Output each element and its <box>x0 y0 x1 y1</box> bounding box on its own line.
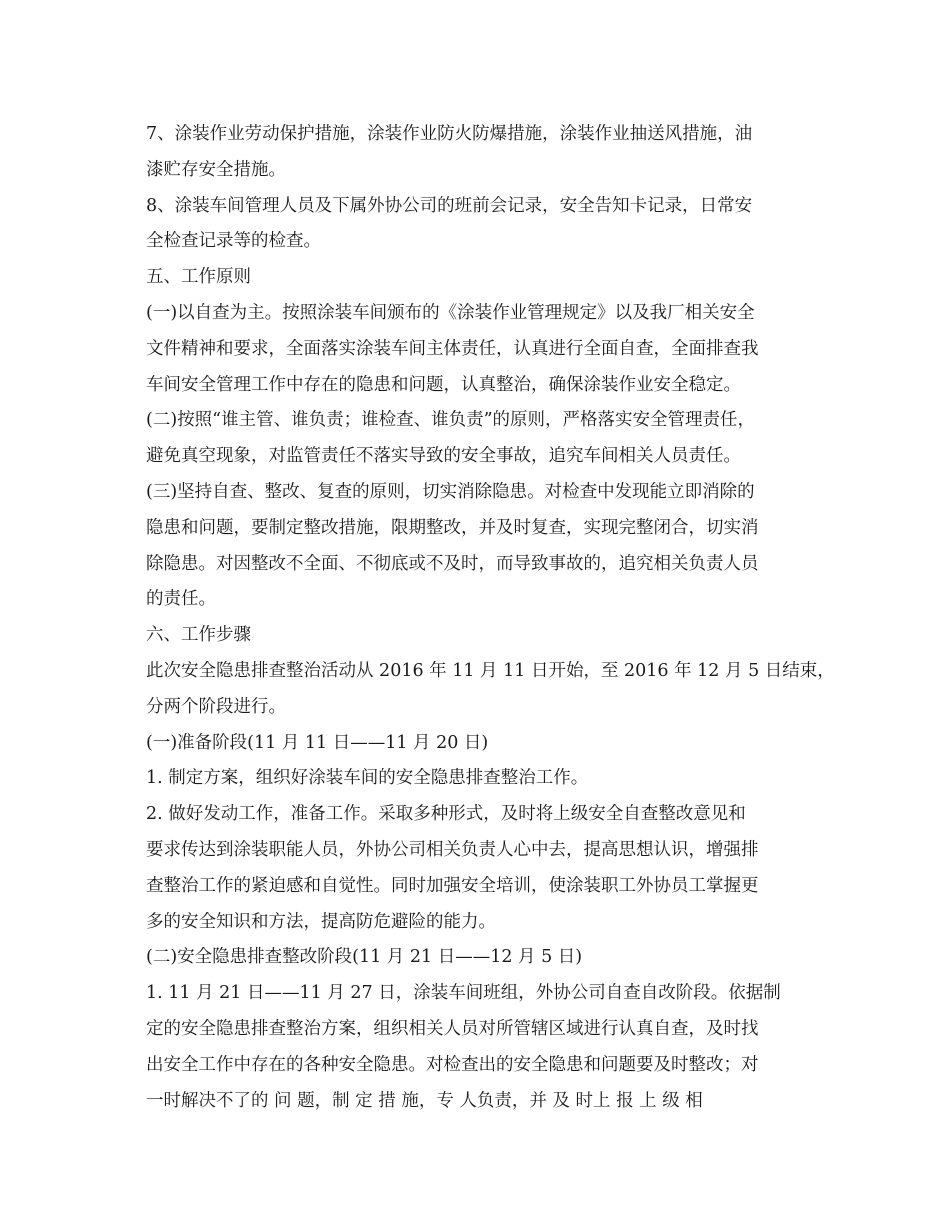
text-line: 全检查记录等的检查。 <box>146 231 321 252</box>
text-line: 2. 做好发动工作，准备工作。采取多种形式，及时将上级安全自查整改意见和 <box>146 804 746 825</box>
text-line: (三)坚持自查、整改、复查的原则，切实消除隐患。对检查中发现能立即消除的 <box>146 481 755 502</box>
text-line: 隐患和问题，要制定整改措施，限期整改，并及时复查，实现完整闭合，切实消 <box>146 517 759 538</box>
text-line: 查整治工作的紧迫感和自觉性。同时加强安全培训，使涂装职工外协员工掌握更 <box>146 875 759 896</box>
text-line: 分两个阶段进行。 <box>146 696 286 717</box>
text-line: 车间安全管理工作中存在的隐患和问题，认真整治，确保涂装作业安全稳定。 <box>146 374 741 395</box>
text-line: 此次安全隐患排查整治活动从 2016 年 11 月 11 日开始，至 2016 年 12 月 5 日结束， <box>146 660 835 681</box>
text-line: 避免真空现象，对监管责任不落实导致的安全事故，追究车间相关人员责任。 <box>146 446 741 467</box>
subsection-heading: (二)安全隐患排查整改阶段(11 月 21 日——12 月 5 日) <box>146 947 583 968</box>
text-line: 的责任。 <box>146 589 216 610</box>
text-line: (一)以自查为主。按照涂装车间颁布的《涂装作业管理规定》以及我厂相关安全 <box>146 302 755 323</box>
text-line: 7、涂装作业劳动保护措施，涂装作业防火防爆措施，涂装作业抽送风措施，油 <box>146 124 753 144</box>
subsection-heading: (一)准备阶段(11 月 11 日——11 月 20 日) <box>146 732 489 753</box>
text-line: (二)按照“谁主管、谁负责；谁检查、谁负责”的原则，严格落实安全管理责任， <box>146 410 756 431</box>
text-line: 文件精神和要求，全面落实涂装车间主体责任，认真进行全面自查，全面排查我 <box>146 338 759 359</box>
text-line: 漆贮存安全措施。 <box>146 159 286 180</box>
text-line: 多的安全知识和方法，提高防危避险的能力。 <box>146 911 496 932</box>
text-line: 出安全工作中存在的各种安全隐患。对检查出的安全隐患和问题要及时整改；对 <box>146 1054 759 1075</box>
text-line: 定的安全隐患排查整治方案，组织相关人员对所管辖区域进行认真自查，及时找 <box>146 1018 759 1039</box>
section-heading: 五、工作原则 <box>146 267 251 288</box>
text-line: 8、涂装车间管理人员及下属外协公司的班前会记录，安全告知卡记录，日常安 <box>146 195 753 216</box>
text-line: 1. 11 月 21 日——11 月 27 日，涂装车间班组，外协公司自查自改阶段。依据制 <box>146 983 781 1004</box>
text-line: 1. 制定方案，组织好涂装车间的安全隐患排查整治工作。 <box>146 768 589 789</box>
text-line: 一时解决不了的 问 题，制 定 措 施，专 人负责，并 及 时上 报 上 级 相 <box>146 1090 703 1111</box>
section-heading: 六、工作步骤 <box>146 625 251 646</box>
document-body <box>146 117 835 1119</box>
text-line: 除隐患。对因整改不全面、不彻底或不及时，而导致事故的，追究相关负责人员 <box>146 553 759 574</box>
text-line: 要求传达到涂装职能人员，外协公司相关负责人心中去，提高思想认识，增强排 <box>146 839 759 860</box>
